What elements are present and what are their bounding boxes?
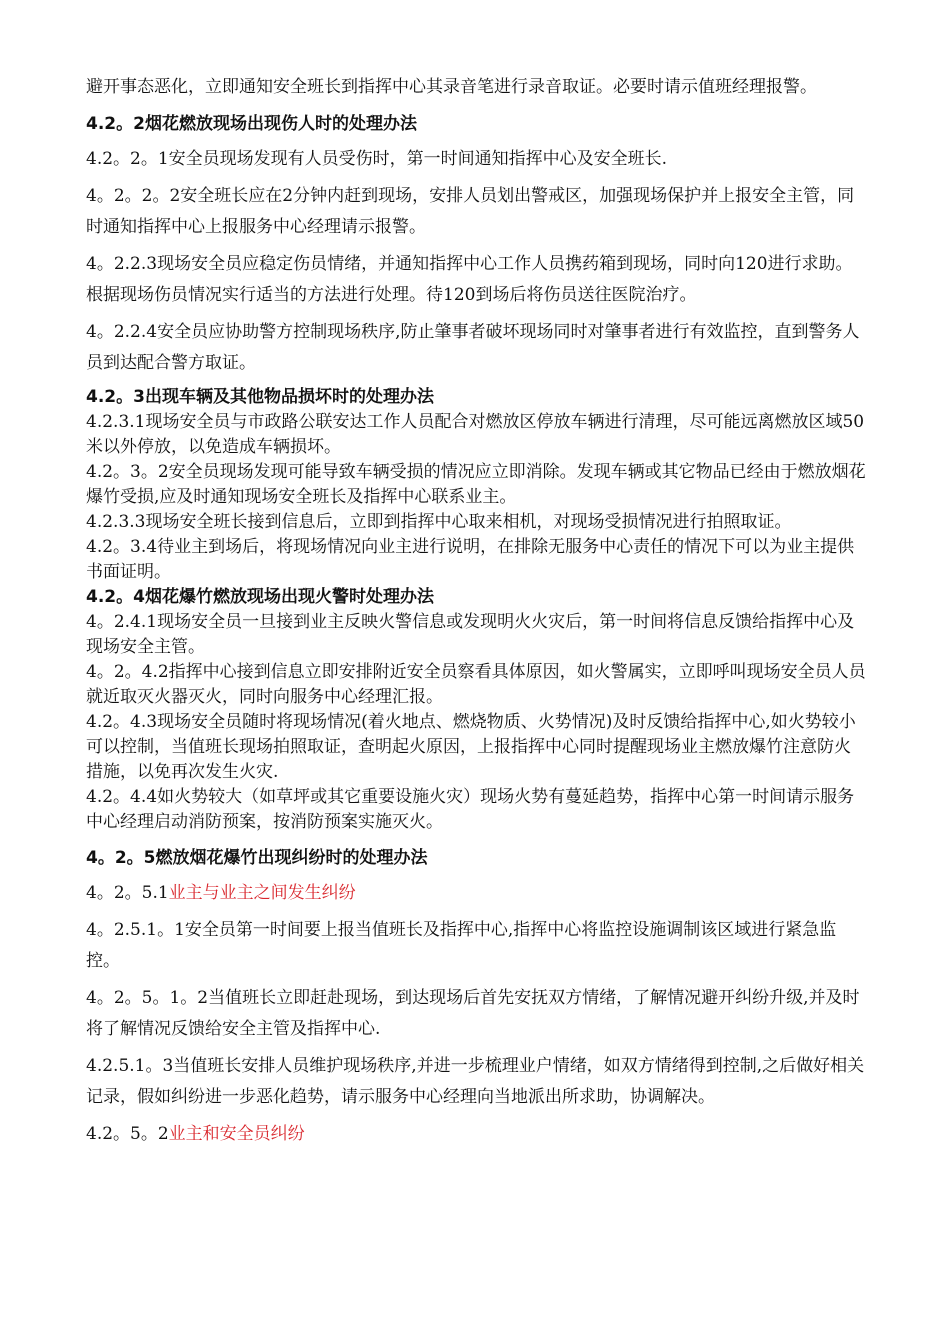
- subsection-title: [86, 878, 866, 909]
- paragraph: 4。2.2.3现场安全员应稳定伤员情绪，并通知指挥中心工作人员携药箱到现场，同时向120进行求助。根据现场伤员情况实行适当的方法进行处理。待120到场后将伤员送往医院治疗。: [86, 254, 853, 305]
- paragraph: 4。2.5.1。1安全员第一时间要上报当值班长及指挥中心,指挥中心将监控设施调制该区域进行紧急监控。: [86, 920, 837, 971]
- paragraph: 4.2。4.4如火势较大（如草坪或其它重要设施火灾）现场火势有蔓延趋势，指挥中心第一时间请示服务中心经理启动消防预案，按消防预案实施灭火。: [86, 787, 855, 832]
- section-heading: 4。2。5燃放烟花爆竹出现纠纷时的处理办法: [86, 848, 428, 868]
- section-heading: 4.2。4烟花爆竹燃放现场出现火警时处理办法: [86, 587, 434, 607]
- subsection-title: [86, 1119, 866, 1150]
- subsection-highlight: 业主和安全员纠纷: [168, 1124, 305, 1144]
- paragraph: 4。2。4.2指挥中心接到信息立即安排附近安全员察看具体原因，如火警属实，立即呼叫现场安全员人员就近取灭火器灭火，同时向服务中心经理汇报。: [86, 662, 866, 707]
- paragraph: 4.2.3.1现场安全员与市政路公联安达工作人员配合对燃放区停放车辆进行清理，尽可能远离燃放区域50米以外停放，以免造成车辆损坏。: [86, 412, 865, 457]
- paragraph: 4。2。2。2安全班长应在2分钟内赶到现场，安排人员划出警戒区，加强现场保护并上报安全主管，同时通知指挥中心上报服务中心经理请示报警。: [86, 186, 855, 237]
- paragraph: 4.2。2。1安全员现场发现有人员受伤时，第一时间通知指挥中心及安全班长.: [86, 149, 668, 169]
- paragraph: 4。2.2.4安全员应协助警方控制现场秩序,防止肇事者破坏现场同时对肇事者进行有效监控，直到警务人员到达配合警方取证。: [86, 322, 860, 373]
- section-heading: 4.2。2烟花燃放现场出现伤人时的处理办法: [86, 114, 417, 134]
- paragraph: 4.2.5.1。3当值班长安排人员维护现场秩序,并进一步梳理业户情绪，如双方情绪得到控制,之后做好相关记录，假如纠纷进一步恶化趋势，请示服务中心经理向当地派出所求助，协调解决。: [86, 1056, 865, 1107]
- subsection-number: 4。2。5.1: [86, 883, 169, 903]
- paragraph: 4。2.4.1现场安全员一旦接到业主反映火警信息或发现明火火灾后，第一时间将信息反馈给指挥中心及现场安全主管。: [86, 612, 855, 657]
- paragraph: 4.2。4.3现场安全员随时将现场情况(着火地点、燃烧物质、火势情况)及时反馈给指挥中心,如火势较小可以控制，当值班长现场拍照取证，查明起火原因，上报指挥中心同时提醒现场业主燃放爆竹注意防火措施，以免再次发生火灾.: [86, 712, 856, 782]
- section-heading: 4.2。3出现车辆及其他物品损坏时的处理办法: [86, 387, 434, 407]
- subsection-number: 4.2。5。2: [86, 1124, 169, 1144]
- subsection-highlight: 业主与业主之间发生纠纷: [168, 883, 356, 903]
- paragraph: 4.2.3.3现场安全班长接到信息后，立即到指挥中心取来相机，对现场受损情况进行拍照取证。: [86, 512, 792, 532]
- paragraph: 4.2。3.4待业主到场后，将现场情况向业主进行说明，在排除无服务中心责任的情况下可以为业主提供书面证明。: [86, 537, 855, 582]
- paragraph: 4.2。3。2安全员现场发现可能导致车辆受损的情况应立即消除。发现车辆或其它物品已经由于燃放烟花爆竹受损,应及时通知现场安全班长及指挥中心联系业主。: [86, 462, 866, 507]
- paragraph: 4。2。5。1。2当值班长立即赶赴现场，到达现场后首先安抚双方情绪，了解情况避开纠纷升级,并及时将了解情况反馈给安全主管及指挥中心.: [86, 988, 860, 1039]
- paragraph: 避开事态恶化，立即通知安全班长到指挥中心其录音笔进行录音取证。必要时请示值班经理报警。: [86, 77, 817, 97]
